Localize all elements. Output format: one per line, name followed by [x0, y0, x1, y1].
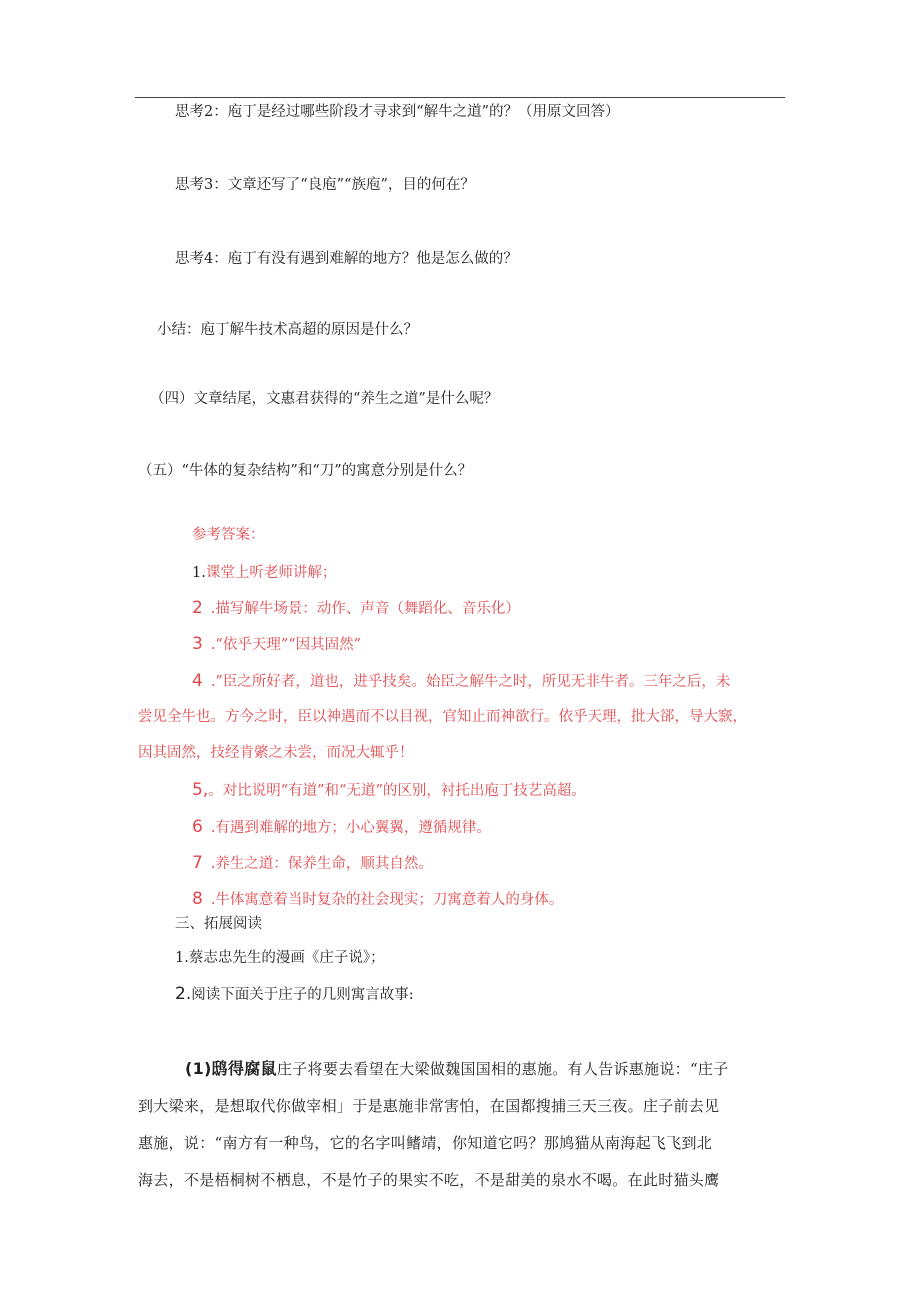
- answer-7-text: .养生之道：保养生命，顺其自然。: [210, 856, 433, 872]
- story-title: (1)鸱得腐鼠: [185, 1059, 277, 1078]
- story-line-2: 到大梁来，是想取代你做宰相」于是惠施非常害怕，在国都搜捕三天三夜。庄子前去见: [138, 1097, 720, 1115]
- answer-2: [192, 598, 520, 619]
- answer-2-number: 2: [192, 598, 203, 618]
- answer-6-text: .有遇到难解的地方；小心翼翼，遵循规律。: [210, 820, 491, 836]
- answer-4-line-1: [192, 671, 730, 692]
- answer-1-number: 1.: [192, 565, 206, 581]
- question-4: 思考4：庖丁有没有遇到难解的地方？他是怎么做的？: [175, 251, 518, 267]
- answer-5-text: 。对比说明“有道”和“无道”的区别，衬托出庖丁技艺高超。: [208, 783, 586, 799]
- answer-2-text: .描写解牛场景：动作、声音（舞蹈化、音乐化）: [210, 601, 520, 617]
- answer-3-number: 3: [192, 634, 203, 654]
- answer-3: [192, 634, 361, 655]
- story-text-1: 庄子将要去看望在大梁做魏国国相的惠施。有人告诉惠施说：“庄子: [276, 1060, 729, 1078]
- answer-6: [192, 817, 491, 838]
- extension-item-2: [175, 984, 414, 1005]
- answer-4-number: 4: [192, 671, 203, 691]
- answer-1-text: 课堂上听老师讲解；: [205, 565, 337, 581]
- extension-item-2-number: 2.: [175, 984, 192, 1004]
- extension-heading: 三、拓展阅读: [175, 916, 262, 932]
- part-5-question: （五）“牛体的复杂结构”和“刀”的寓意分别是什么？: [138, 463, 473, 479]
- answers-heading: 参考答案：: [192, 527, 265, 543]
- answer-1: [192, 563, 336, 583]
- answer-5-number: 5,: [192, 780, 209, 800]
- answer-8: [192, 889, 563, 910]
- answer-7: [192, 853, 433, 874]
- question-3: 思考3：文章还写了“良庖”“族庖”，目的何在？: [175, 177, 475, 193]
- story-line-3: 惠施，说：“南方有一种鸟，它的名字叫鳍靖，你知道它吗？那鸠猫从南海起飞飞到北: [138, 1134, 713, 1152]
- question-2: 思考2：庖丁是经过哪些阶段才寻求到“解牛之道”的？（用原文回答）: [175, 104, 620, 120]
- part-4-question: （四）文章结尾，文惠君获得的“养生之道”是什么呢？: [150, 391, 499, 407]
- answer-8-number: 8: [192, 889, 203, 909]
- answer-8-text: .牛体寓意着当时复杂的社会现实；刀寓意着人的身体。: [210, 892, 564, 908]
- answer-4-line-3: 因其固然，技经肯綮之未尝，而况大辄乎！: [138, 745, 414, 761]
- header-rule: [135, 97, 785, 98]
- answer-5: [192, 780, 586, 801]
- extension-item-2-text: 阅读下面关于庄子的几则寓言故事:: [191, 987, 414, 1003]
- answer-3-text: .“依乎天理”“因其固然”: [210, 637, 362, 653]
- summary-question: 小结：庖丁解牛技术高超的原因是什么？: [157, 322, 418, 338]
- story-line-4: 海去，不是梧桐树不栖息，不是竹子的果实不吃，不是甜美的泉水不喝。在此时猫头鹰: [138, 1171, 720, 1189]
- answer-7-number: 7: [192, 853, 203, 873]
- answer-4-text-1: .”臣之所好者，道也，进乎技矣。始臣之解牛之时，所见无非牛者。三年之后，未: [210, 674, 731, 690]
- answer-6-number: 6: [192, 817, 203, 837]
- extension-item-1: 1.蔡志忠先生的漫画《庄子说》；: [175, 950, 385, 966]
- answer-4-line-2: 尝见全牛也。方今之时，臣以神遇而不以目视，官知止而神欲行。依乎天理，批大郤，导大窾，: [138, 709, 747, 725]
- story-line-1: [185, 1053, 729, 1085]
